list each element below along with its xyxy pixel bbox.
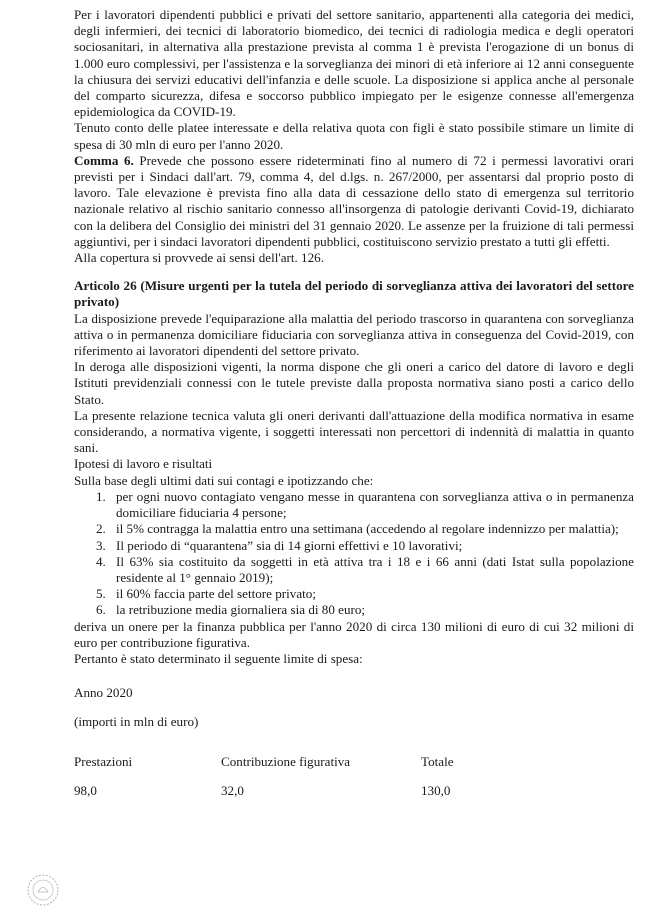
official-stamp-icon (26, 873, 60, 907)
spending-table (74, 685, 634, 799)
table-header-row (74, 754, 634, 770)
document-page (74, 7, 634, 799)
list-item: 5. il 60% faccia parte del settore privato; (96, 586, 316, 602)
result-paragraph: deriva un onere per la finanza pubblica per l'anno 2020 di circa 130 milioni di euro di cui 32 milioni di euro per contribuzione figurativa. (74, 618, 634, 650)
table-unit: (importi in mln di euro) (74, 714, 199, 730)
article26-paragraph: In deroga alle disposizioni vigenti, la norma dispone che gli oneri a carico del datore di lavoro e degli Istituti previdenziali connessi con le tutele previste dalla proposta normativa siano posti a carico dello Stato. (74, 359, 634, 407)
article26-title: Articolo 26 (Misure urgenti per la tutela del periodo di sorveglianza attiva dei lavoratori del settore privato) (74, 278, 634, 310)
article26-paragraph: La disposizione prevede l'equiparazione alla malattia del periodo trascorso in quarantena con sorveglianza attiva o in permanenza domiciliare fiduciaria con sorveglianza attiva in conseguenza del Covid-2019, con riferimento ai lavoratori dipendenti del settore privato. (74, 310, 634, 359)
limit-intro: Pertanto è stato determinato il seguente limite di spesa: (74, 650, 363, 666)
list-item: 3. Il periodo di “quarantena” sia di 14 giorni effettivi e 10 lavorativi; (96, 537, 463, 553)
list-item: 4. Il 63% sia costituito da soggetti in età attiva tra i 18 e i 66 anni (dati Istat sulla popolazione residente al 1° gennaio 2019); (96, 553, 634, 585)
value-totale: 130,0 (421, 783, 451, 799)
hypotheses-intro: Sulla base degli ultimi dati sui contagi e ipotizzando che: (74, 472, 374, 488)
hypotheses-list (74, 489, 634, 619)
comma6-text: Prevede che possono essere rideterminati fino al numero di 72 i permessi lavorativi orari previsti per i Sindaci dall'art. 79, comma 4, del d.lgs. n. 267/2000, per assentarsi dal proprio posto di lavoro. Tale elevazione è prevista fino alla data di cessazione dello stato di emergenza sul territorio nazionale relativo al rischio sanitario connesso all'insorgenza di patologie derivanti Covid-19, dichiarato con la delibera del Consiglio dei ministri del 31 gennaio 2020. Le assenze per la fruizione di tali permessi aggiuntivi, per i sindaci lavoratori dipendenti pubblici, costituiscono servizio prestato a tutti gli effetti. (74, 152, 634, 249)
header-contribuzione: Contribuzione figurativa (221, 754, 351, 770)
article26-paragraph: La presente relazione tecnica valuta gli oneri derivanti dall'attuazione della modifica normativa in esame considerando, a normativa vigente, i soggetti interessati non percettori di indennità di malattia in quanto sani. (74, 407, 634, 456)
paragraph-spending-limit: Tenuto conto delle platee interessate e della relativa quota con figli è stato possibile stimare un limite di spesa di 30 mln di euro per l'anno 2020. (74, 120, 634, 152)
list-item: 1. per ogni nuovo contagiato vengano messe in quarantena con sorveglianza attiva o in permanenza domiciliare fiduciaria 4 persone; (96, 488, 634, 521)
list-item: 2. il 5% contragga la malattia entro una settimana (accedendo al regolare indennizzo per malattia); (96, 521, 619, 537)
table-year: Anno 2020 (74, 685, 133, 701)
table-row (74, 783, 634, 799)
list-item: 6. la retribuzione media giornaliera sia di 80 euro; (96, 602, 366, 618)
paragraph-comma6 (74, 153, 634, 250)
header-totale: Totale (421, 754, 454, 770)
paragraph-bonus: Per i lavoratori dipendenti pubblici e privati del settore sanitario, appartenenti alla categoria dei medici, degli infermieri, dei tecnici di laboratorio biomedico, dei tecnici di radiologia medica e degli operatori sociosanitari, in alternativa alla prestazione prevista al comma 1 è prevista l'erogazione di un bonus di 1.000 euro complessivi, per l'assistenza e la sorveglianza dei minori di età inferiore ai 12 anni conseguente la chiusura dei servizi educativi dell'infanzia e delle scuole. La disposizione si applica anche al personale del comparto sicurezza, difesa e soccorso pubblico impiegato per le esigenze connesse all'emergenza epidemiologica da COVID-19. (74, 7, 634, 120)
value-prestazioni: 98,0 (74, 783, 97, 799)
hypotheses-heading: Ipotesi di lavoro e risultati (74, 456, 213, 472)
header-prestazioni: Prestazioni (74, 754, 133, 770)
value-contribuzione: 32,0 (221, 783, 244, 799)
comma6-label: Comma 6. (74, 152, 134, 168)
paragraph-coverage: Alla copertura si provvede ai sensi dell'art. 126. (74, 250, 324, 266)
